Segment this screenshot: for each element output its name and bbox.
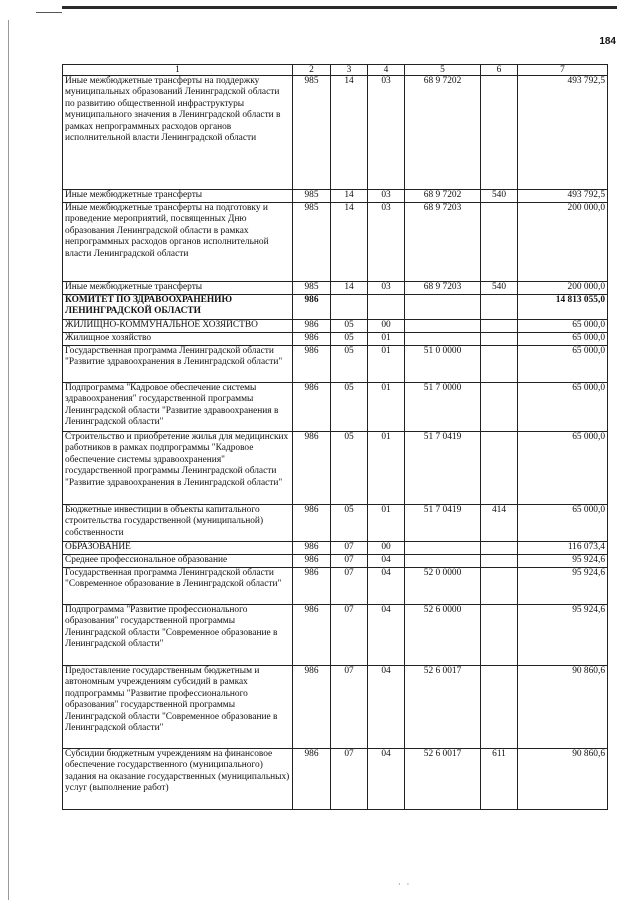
cell-ved: 986 (293, 295, 331, 320)
cell-vr (481, 666, 518, 749)
cell-sum: 65 000,0 (518, 346, 608, 383)
cell-vr (481, 346, 518, 383)
cell-csr: 68 9 7202 (405, 76, 481, 190)
cell-csr: 52 6 0017 (405, 666, 481, 749)
cell-rz: 14 (331, 203, 368, 282)
table-row (63, 295, 608, 320)
header-cell-7: 7 (518, 65, 608, 76)
cell-csr: 68 9 7203 (405, 203, 481, 282)
cell-rz: 07 (331, 605, 368, 666)
cell-sum: 65 000,0 (518, 333, 608, 346)
cell-name: Государственная программа Ленинградской области "Развитие здравоохранения в Ленинградской области" (63, 346, 293, 383)
header-cell-3: 3 (331, 65, 368, 76)
cell-pr: 04 (368, 666, 405, 749)
cell-pr: 04 (368, 605, 405, 666)
cell-pr: 03 (368, 190, 405, 203)
cell-ved: 986 (293, 432, 331, 505)
cell-ved: 986 (293, 383, 331, 432)
cell-pr: 04 (368, 568, 405, 605)
table-row (63, 568, 608, 605)
cell-pr: 01 (368, 383, 405, 432)
table-row (63, 320, 608, 333)
cell-sum: 65 000,0 (518, 505, 608, 542)
cell-sum: 65 000,0 (518, 432, 608, 505)
cell-sum: 65 000,0 (518, 320, 608, 333)
cell-csr (405, 333, 481, 346)
cell-vr: 414 (481, 505, 518, 542)
cell-name: ЖИЛИЩНО-КОММУНАЛЬНОЕ ХОЗЯЙСТВО (63, 320, 293, 333)
cell-rz: 05 (331, 432, 368, 505)
cell-rz: 07 (331, 555, 368, 568)
cell-csr: 52 0 0000 (405, 568, 481, 605)
cell-pr: 01 (368, 333, 405, 346)
cell-vr (481, 542, 518, 555)
cell-vr (481, 203, 518, 282)
cell-sum: 90 860,6 (518, 666, 608, 749)
cell-rz: 05 (331, 333, 368, 346)
table-row (63, 605, 608, 666)
cell-name: Иные межбюджетные трансферты на подготовку и проведение мероприятий, посвященных Дню образования Ленинградской области в рамках непрограммных расходов органов исполнительной власти Ленинградской области (63, 203, 293, 282)
cell-name: ОБРАЗОВАНИЕ (63, 542, 293, 555)
cell-pr: 04 (368, 749, 405, 810)
cell-sum: 493 792,5 (518, 76, 608, 190)
cell-rz: 07 (331, 542, 368, 555)
scan-specks: · · (398, 880, 410, 889)
cell-vr: 540 (481, 282, 518, 295)
cell-pr: 03 (368, 76, 405, 190)
cell-rz: 07 (331, 749, 368, 810)
cell-vr (481, 383, 518, 432)
cell-vr (481, 76, 518, 190)
cell-ved: 986 (293, 542, 331, 555)
cell-vr: 540 (481, 190, 518, 203)
cell-sum: 95 924,6 (518, 605, 608, 666)
cell-name: Иные межбюджетные трансферты (63, 190, 293, 203)
cell-csr (405, 295, 481, 320)
cell-name: Подпрограмма "Развитие профессионального образования" государственной программы Ленинградской области "Современное образование в Ленинградской области" (63, 605, 293, 666)
cell-rz: 05 (331, 320, 368, 333)
cell-rz: 07 (331, 568, 368, 605)
table-row (63, 505, 608, 542)
cell-sum: 14 813 055,0 (518, 295, 608, 320)
cell-ved: 986 (293, 333, 331, 346)
cell-pr: 01 (368, 432, 405, 505)
cell-name: Предоставление государственным бюджетным и автономным учреждениям субсидий в рамках подпрограммы "Развитие профессионального образования" государственной программы Ленинградской области "Современное образование в Ленинградской области" (63, 666, 293, 749)
cell-sum: 65 000,0 (518, 383, 608, 432)
cell-name: Иные межбюджетные трансферты на поддержку муниципальных образований Ленинградской области по развитию общественной инфраструктуры муниципального значения в Ленинградской области в рамках непрограммных расходов органов исполнительной власти Ленинградской области (63, 76, 293, 190)
table-row (63, 542, 608, 555)
cell-name: Иные межбюджетные трансферты (63, 282, 293, 295)
page-number: 184 (599, 36, 616, 47)
cell-name: Государственная программа Ленинградской области "Современное образование в Ленинградской области" (63, 568, 293, 605)
cell-sum: 116 073,4 (518, 542, 608, 555)
table-row (63, 749, 608, 810)
cell-name: Среднее профессиональное образование (63, 555, 293, 568)
cell-vr (481, 432, 518, 505)
cell-ved: 986 (293, 346, 331, 383)
cell-csr (405, 555, 481, 568)
page-left-edge (8, 20, 9, 900)
cell-csr: 51 7 0000 (405, 383, 481, 432)
cell-name: Строительство и приобретение жилья для медицинских работников в рамках подпрограммы "Кадровое обеспечение системы здравоохранения" государственной программы Ленинградской области "Развитие здравоохранения в Ленинградской области" (63, 432, 293, 505)
cell-ved: 986 (293, 555, 331, 568)
header-cell-6: 6 (481, 65, 518, 76)
cell-ved: 986 (293, 505, 331, 542)
cell-rz: 07 (331, 666, 368, 749)
table-row (63, 282, 608, 295)
cell-pr (368, 295, 405, 320)
cell-csr: 68 9 7202 (405, 190, 481, 203)
cell-pr: 03 (368, 203, 405, 282)
table-row (63, 76, 608, 190)
cell-ved: 986 (293, 749, 331, 810)
cell-sum: 90 860,6 (518, 749, 608, 810)
header-cell-2: 2 (293, 65, 331, 76)
cell-rz: 14 (331, 190, 368, 203)
table-row (63, 190, 608, 203)
cell-csr: 68 9 7203 (405, 282, 481, 295)
cell-name: Субсидии бюджетным учреждениям на финансовое обеспечение государственного (муниципального) задания на оказание государственных (муниципальных) услуг (выполнение работ) (63, 749, 293, 810)
header-cell-1: 1 (63, 65, 293, 76)
table-body (63, 76, 608, 810)
cell-ved: 986 (293, 666, 331, 749)
table-row (63, 333, 608, 346)
cell-ved: 985 (293, 190, 331, 203)
table-row (63, 555, 608, 568)
cell-vr (481, 568, 518, 605)
top-rule (62, 6, 617, 9)
table-row (63, 666, 608, 749)
header-cell-5: 5 (405, 65, 481, 76)
cell-csr: 51 0 0000 (405, 346, 481, 383)
cell-rz (331, 295, 368, 320)
cell-sum: 200 000,0 (518, 203, 608, 282)
cell-vr: 611 (481, 749, 518, 810)
cell-ved: 986 (293, 320, 331, 333)
cell-vr (481, 320, 518, 333)
table-row (63, 203, 608, 282)
cell-ved: 985 (293, 76, 331, 190)
cell-pr: 03 (368, 282, 405, 295)
top-rule-fragment (36, 12, 62, 13)
cell-csr: 52 6 0017 (405, 749, 481, 810)
cell-vr (481, 555, 518, 568)
cell-name: КОМИТЕТ ПО ЗДРАВООХРАНЕНИЮ ЛЕНИНГРАДСКОЙ ОБЛАСТИ (63, 295, 293, 320)
table-row (63, 432, 608, 505)
table-header-row (63, 65, 608, 76)
cell-csr: 51 7 0419 (405, 432, 481, 505)
cell-rz: 14 (331, 282, 368, 295)
cell-ved: 985 (293, 282, 331, 295)
cell-csr: 51 7 0419 (405, 505, 481, 542)
cell-sum: 200 000,0 (518, 282, 608, 295)
cell-pr: 00 (368, 320, 405, 333)
cell-ved: 986 (293, 605, 331, 666)
table-row (63, 383, 608, 432)
cell-ved: 986 (293, 568, 331, 605)
cell-csr (405, 542, 481, 555)
cell-pr: 04 (368, 555, 405, 568)
cell-rz: 05 (331, 346, 368, 383)
table-row (63, 346, 608, 383)
budget-table (62, 64, 608, 810)
cell-pr: 01 (368, 346, 405, 383)
cell-vr (481, 333, 518, 346)
header-cell-4: 4 (368, 65, 405, 76)
cell-rz: 05 (331, 505, 368, 542)
cell-name: Бюджетные инвестиции в объекты капитального строительства государственной (муниципальной) собственности (63, 505, 293, 542)
cell-ved: 985 (293, 203, 331, 282)
cell-pr: 01 (368, 505, 405, 542)
cell-csr (405, 320, 481, 333)
cell-vr (481, 295, 518, 320)
cell-sum: 493 792,5 (518, 190, 608, 203)
cell-name: Жилищное хозяйство (63, 333, 293, 346)
cell-sum: 95 924,6 (518, 568, 608, 605)
cell-vr (481, 605, 518, 666)
cell-sum: 95 924,6 (518, 555, 608, 568)
cell-rz: 05 (331, 383, 368, 432)
cell-name: Подпрограмма "Кадровое обеспечение системы здравоохранения" государственной программы Ленинградской области "Развитие здравоохранения в Ленинградской области" (63, 383, 293, 432)
cell-pr: 00 (368, 542, 405, 555)
cell-rz: 14 (331, 76, 368, 190)
cell-csr: 52 6 0000 (405, 605, 481, 666)
